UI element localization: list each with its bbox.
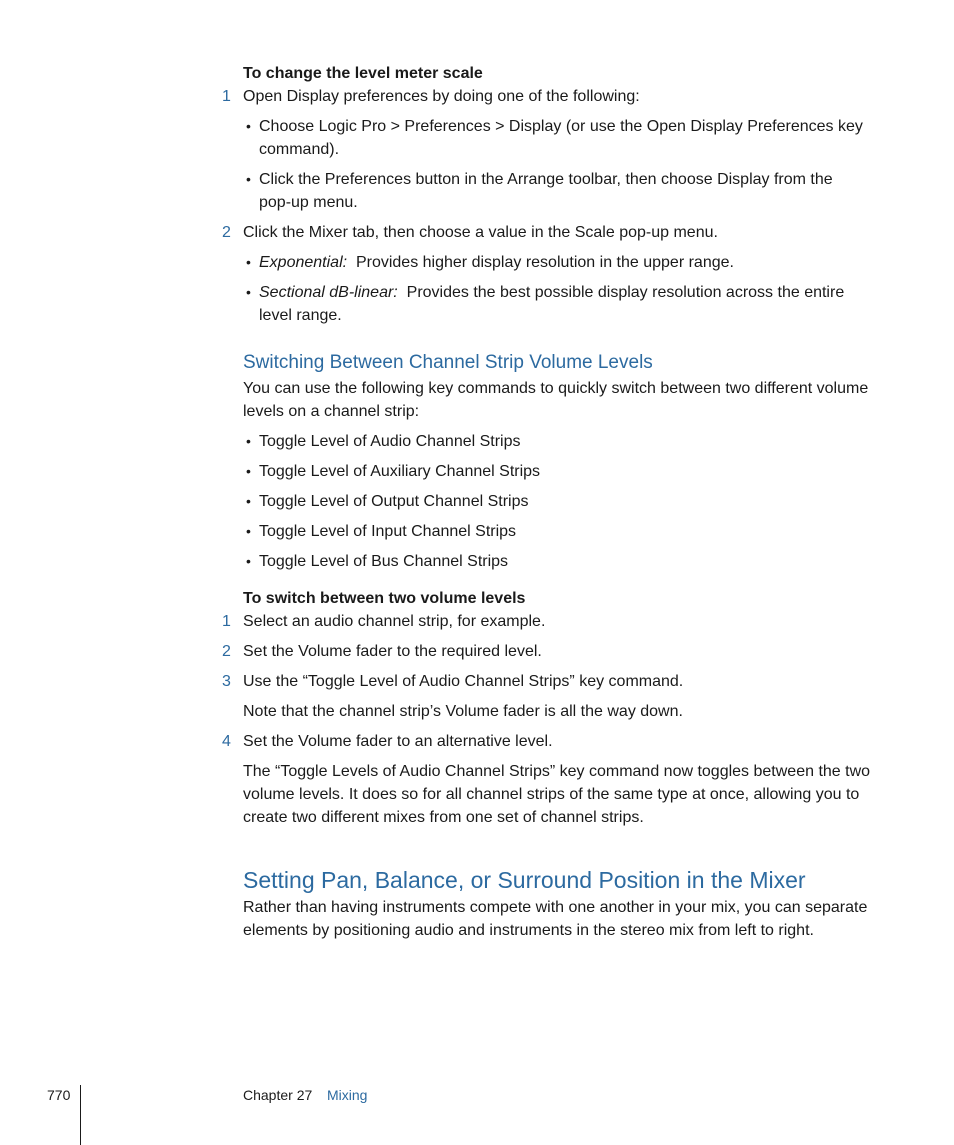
bullet-icon: • bbox=[246, 493, 251, 509]
footer-section: Mixing bbox=[327, 1087, 368, 1103]
step-number: 4 bbox=[222, 733, 231, 750]
bullet-text: Click the Preferences button in the Arrange toolbar, then choose Display from the pop-up menu. bbox=[259, 171, 833, 211]
procedure-heading-switch-levels: To switch between two volume levels bbox=[243, 590, 526, 607]
bullet-text bbox=[259, 251, 734, 274]
list-item: Toggle Level of Bus Channel Strips bbox=[259, 553, 509, 570]
list-item: Toggle Level of Audio Channel Strips bbox=[259, 433, 521, 450]
section-intro: You can use the following key commands to quickly switch between two different volume levels on a channel strip: bbox=[243, 380, 869, 420]
footer-chapter: Chapter 27 bbox=[243, 1087, 313, 1103]
term-description: Provides higher display resolution in the upper range. bbox=[355, 254, 734, 271]
bullet-icon: • bbox=[246, 463, 251, 479]
list-item: Toggle Level of Auxiliary Channel Strips bbox=[259, 463, 541, 480]
bullet-text: Choose Logic Pro > Preferences > Display (or use the Open Display Preferences key command). bbox=[259, 118, 863, 158]
bullet-icon: • bbox=[246, 523, 251, 539]
procedure-heading-level-meter: To change the level meter scale bbox=[243, 65, 483, 82]
step-number: 3 bbox=[222, 673, 231, 690]
step-text: Set the Volume fader to the required level. bbox=[243, 643, 542, 660]
bullet-icon: • bbox=[246, 171, 251, 187]
list-item: Toggle Level of Output Channel Strips bbox=[259, 493, 529, 510]
term: Exponential: bbox=[259, 254, 348, 271]
term: Sectional dB-linear: bbox=[259, 284, 398, 301]
bullet-icon: • bbox=[246, 284, 251, 300]
section-title-switching: Switching Between Channel Strip Volume Levels bbox=[243, 352, 653, 373]
step-number: 1 bbox=[222, 88, 231, 105]
step-text: Use the “Toggle Level of Audio Channel Strips” key command. bbox=[243, 673, 684, 690]
footer-divider bbox=[80, 1085, 81, 1145]
step-text: Select an audio channel strip, for example. bbox=[243, 613, 546, 630]
step-text: Click the Mixer tab, then choose a value in the Scale pop-up menu. bbox=[243, 224, 718, 241]
step-number: 2 bbox=[222, 643, 231, 660]
step-note: The “Toggle Levels of Audio Channel Strips” key command now toggles between the two volume levels. It does so for all channel strips of the same type at once, allowing you to create two different mixes from one set of channel strips. bbox=[243, 763, 871, 826]
term-description: Provides the best possible display resolution across the entire level range. bbox=[259, 284, 845, 324]
step-note: Note that the channel strip’s Volume fader is all the way down. bbox=[243, 703, 683, 720]
bullet-text bbox=[259, 281, 879, 327]
step-number: 2 bbox=[222, 224, 231, 241]
section-title-pan-balance: Setting Pan, Balance, or Surround Position in the Mixer bbox=[243, 867, 806, 893]
section-intro: Rather than having instruments compete with one another in your mix, you can separate elements by positioning audio and instruments in the stereo mix from left to right. bbox=[243, 899, 868, 939]
step-number: 1 bbox=[222, 613, 231, 630]
bullet-icon: • bbox=[246, 254, 251, 270]
list-item: Toggle Level of Input Channel Strips bbox=[259, 523, 517, 540]
step-text: Set the Volume fader to an alternative level. bbox=[243, 733, 553, 750]
bullet-icon: • bbox=[246, 118, 251, 134]
step-text: Open Display preferences by doing one of the following: bbox=[243, 88, 640, 105]
bullet-icon: • bbox=[246, 433, 251, 449]
bullet-icon: • bbox=[246, 553, 251, 569]
page-number: 770 bbox=[47, 1087, 71, 1103]
